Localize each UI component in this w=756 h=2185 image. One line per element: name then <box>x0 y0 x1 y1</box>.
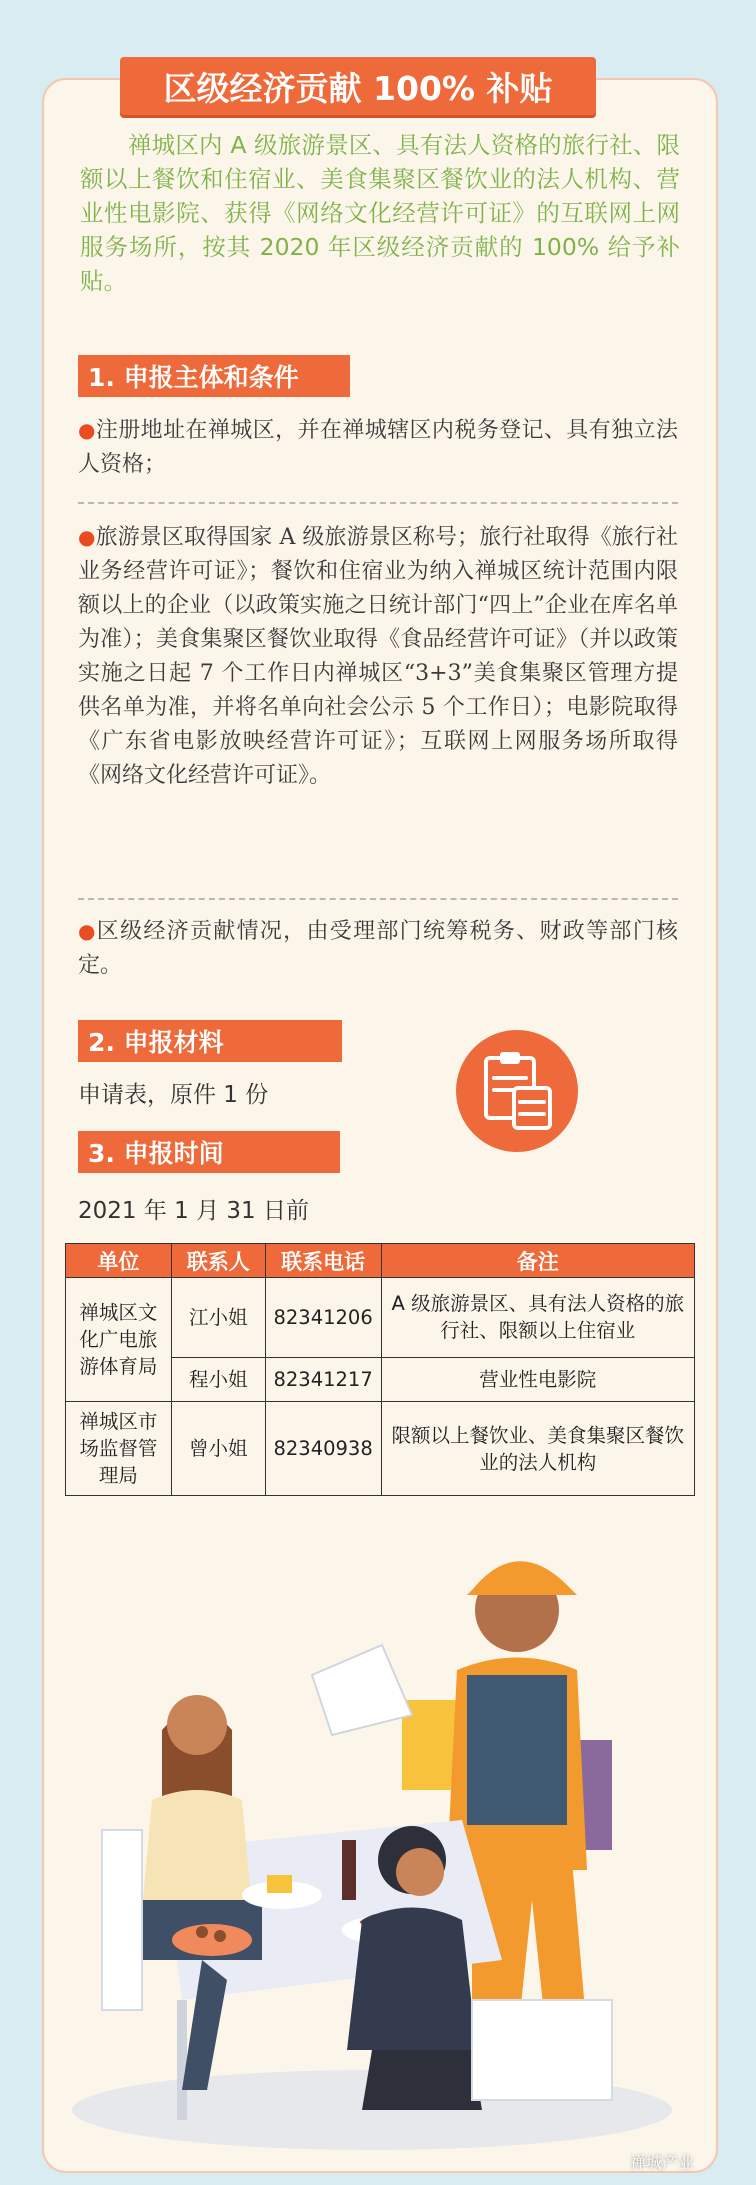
materials-text: 申请表，原件 1 份 <box>78 1082 269 1108</box>
cell-unit: 禅城区文化广电旅游体育局 <box>66 1278 172 1402</box>
bullet-dot-icon: ● <box>78 919 97 943</box>
cell-contact: 曾小姐 <box>171 1402 265 1496</box>
bullet-dot-icon: ● <box>78 525 96 549</box>
contacts-table <box>65 1243 695 1496</box>
section-heading-2: 2. 申报材料 <box>78 1020 342 1062</box>
cell-phone: 82340938 <box>265 1402 381 1496</box>
watermark: 禅城产业 <box>630 2153 695 2172</box>
table-row <box>66 1278 695 1358</box>
deadline-text: 2021 年 1 月 31 日前 <box>78 1198 309 1224</box>
condition-bullet-1: ●注册地址在禅城区，并在禅城辖区内税务登记、具有独立法人资格； <box>78 418 678 477</box>
cell-phone: 82341206 <box>265 1278 381 1358</box>
condition-bullet-3: ●区级经济贡献情况，由受理部门统筹税务、财政等部门核定。 <box>78 919 678 978</box>
header-unit: 单位 <box>66 1244 172 1278</box>
cell-contact: 程小姐 <box>171 1357 265 1401</box>
condition-bullet-2: ●旅游景区取得国家 A 级旅游景区称号；旅行社取得《旅行社业务经营许可证》；餐饮和住宿业为纳入禅城区统计范围内限额以上的企业（以政策实施之日统计部门“四上”企业在库名单为准）；美食集聚区餐饮业取得《食品经营许可证》（并以政策实施之日起 7 个工作日内禅城区“3+3”美食集聚区管理方提供名单为准，并将名单向社会公示 5 个工作日）；电影院取得《广东省电影放映经营许可证》；互联网上网服务场所取得《网络文化经营许可证》。 <box>78 525 678 788</box>
header-contact: 联系人 <box>171 1244 265 1278</box>
header-phone: 联系电话 <box>265 1244 381 1278</box>
intro-paragraph: 禅城区内 A 级旅游景区、具有法人资格的旅行社、限额以上餐饮和住宿业、美食集聚区餐饮业的法人机构、营业性电影院、获得《网络文化经营许可证》的互联网上网服务场所，按其 2020 年区级经济贡献的 100% 给予补贴。 <box>80 131 680 295</box>
page-title: 区级经济贡献 100% 补贴 <box>120 57 596 115</box>
section-heading-1: 1. 申报主体和条件 <box>78 355 350 397</box>
header-note: 备注 <box>381 1244 694 1278</box>
clipboard-icon <box>456 1030 578 1152</box>
cell-note: 营业性电影院 <box>381 1357 694 1401</box>
bullet-dot-icon: ● <box>78 418 96 442</box>
table-header-row <box>66 1244 695 1278</box>
cell-contact: 江小姐 <box>171 1278 265 1358</box>
divider <box>78 898 678 900</box>
cell-unit: 禅城区市场监督管理局 <box>66 1402 172 1496</box>
cell-phone: 82341217 <box>265 1357 381 1401</box>
cell-note: 限额以上餐饮业、美食集聚区餐饮业的法人机构 <box>381 1402 694 1496</box>
divider <box>78 502 678 504</box>
table-row <box>66 1402 695 1496</box>
dining-delivery-illustration <box>42 1500 718 2160</box>
section-heading-3: 3. 申报时间 <box>78 1131 340 1173</box>
cell-note: A 级旅游景区、具有法人资格的旅行社、限额以上住宿业 <box>381 1278 694 1358</box>
